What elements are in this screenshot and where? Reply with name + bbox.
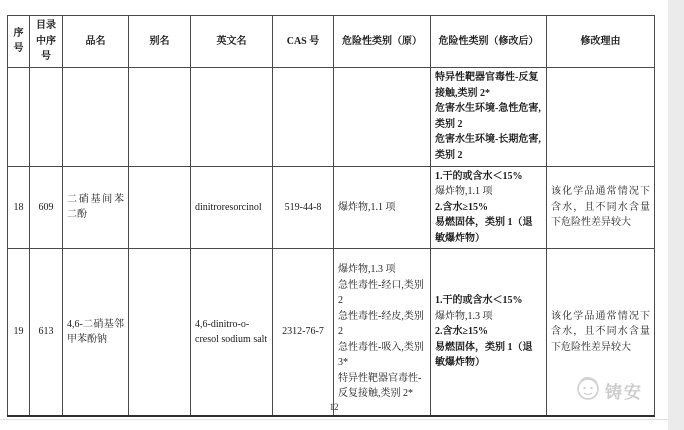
cell-alias — [129, 67, 191, 166]
cell-alias — [129, 166, 191, 249]
cell-catalog-no — [30, 67, 63, 166]
column-header-seq: 序号 — [8, 16, 30, 68]
hazard-line: 危害水生环境-急性危害,类别 2 — [435, 103, 541, 130]
cell-hazard-original — [334, 249, 431, 417]
cell-name: 4,6-二硝基邻甲苯酚钠 — [63, 249, 129, 417]
column-header-reason: 修改理由 — [547, 16, 655, 68]
column-header-catalog-no: 目录中序号 — [30, 16, 63, 68]
hazard-line: 1.干的或含水＜15% — [435, 295, 523, 307]
hazard-line: 急性毒性-经口,类别 2 — [338, 279, 424, 307]
table-row-continuation — [8, 67, 655, 166]
hazard-line: 特异性靶器官毒性-反复接触,类别 2* — [338, 372, 422, 400]
column-header-name: 品名 — [63, 16, 129, 68]
column-header-hazard-modified: 危险性类别（修改后） — [431, 16, 547, 68]
cell-reason: 该化学品通常情况下含水，且不同水含量下危险性差异较大 — [547, 166, 655, 249]
column-header-hazard-original: 危险性类别（原） — [334, 16, 431, 68]
hazard-line: 爆炸物,1.3 项 — [435, 310, 493, 322]
hazard-line: 2.含水≥15% — [435, 326, 488, 338]
page-bottom-rule — [0, 419, 668, 420]
cell-cas: 2312-76-7 — [273, 249, 334, 417]
hazard-line: 爆炸物,1.1 项 — [435, 186, 493, 197]
table-row-18 — [8, 166, 655, 249]
hazard-line: 急性毒性-吸入,类别 3* — [338, 341, 424, 369]
cell-english-name — [191, 67, 273, 166]
hazard-line: 2.含水≥15% — [435, 201, 488, 213]
cell-english-name: 4,6-dinitro-o-cresol sodium salt — [191, 249, 273, 417]
column-header-english-name: 英文名 — [191, 16, 273, 68]
cell-hazard-modified — [431, 249, 547, 417]
watermark-text: 铸安 — [605, 382, 643, 402]
column-header-cas: CAS 号 — [273, 16, 334, 68]
hazard-line: 急性毒性-经皮,类别 2 — [338, 310, 424, 338]
hazard-line: 爆炸物,1.3 项 — [338, 264, 396, 276]
cell-seq: 19 — [8, 249, 30, 417]
viewer-side-gutter — [668, 0, 684, 430]
table-row-19 — [8, 249, 655, 417]
cell-english-name: dinitroresorcinol — [191, 166, 273, 249]
cell-catalog-no: 609 — [30, 166, 63, 249]
hazard-line: 易燃固体，类别 1（退敏爆炸物） — [435, 217, 533, 244]
cell-reason — [547, 67, 655, 166]
cell-hazard-original — [334, 67, 431, 166]
cell-catalog-no: 613 — [30, 249, 63, 417]
hazard-line: 1.干的或含水＜15% — [435, 170, 523, 182]
column-header-alias: 别名 — [129, 16, 191, 68]
hazard-line: 易燃固体，类别 1（退敏爆炸物） — [435, 341, 533, 369]
cell-cas — [273, 67, 334, 166]
cell-hazard-modified — [431, 67, 547, 166]
cell-name: 二硝基间苯二酚 — [63, 166, 129, 249]
cell-alias — [129, 249, 191, 417]
table-header-row — [8, 16, 655, 68]
page-number: 12 — [329, 402, 339, 412]
hazard-line: 危害水生环境-长期危害,类别 2 — [435, 134, 541, 161]
cell-hazard-modified — [431, 166, 547, 249]
cell-hazard-original — [334, 166, 431, 249]
cell-reason: 该化学品通常情况下含水，且不同水含量下危险性差异较大 — [547, 249, 655, 417]
cell-seq — [8, 67, 30, 166]
hazard-line: 特异性靶器官毒性-反复接触,类别 2* — [435, 72, 539, 99]
cell-name — [63, 67, 129, 166]
cell-cas: 519-44-8 — [273, 166, 334, 249]
hazard-chemicals-table — [7, 15, 655, 417]
hazard-line: 爆炸物,1.1 项 — [338, 201, 396, 213]
cell-seq: 18 — [8, 166, 30, 249]
